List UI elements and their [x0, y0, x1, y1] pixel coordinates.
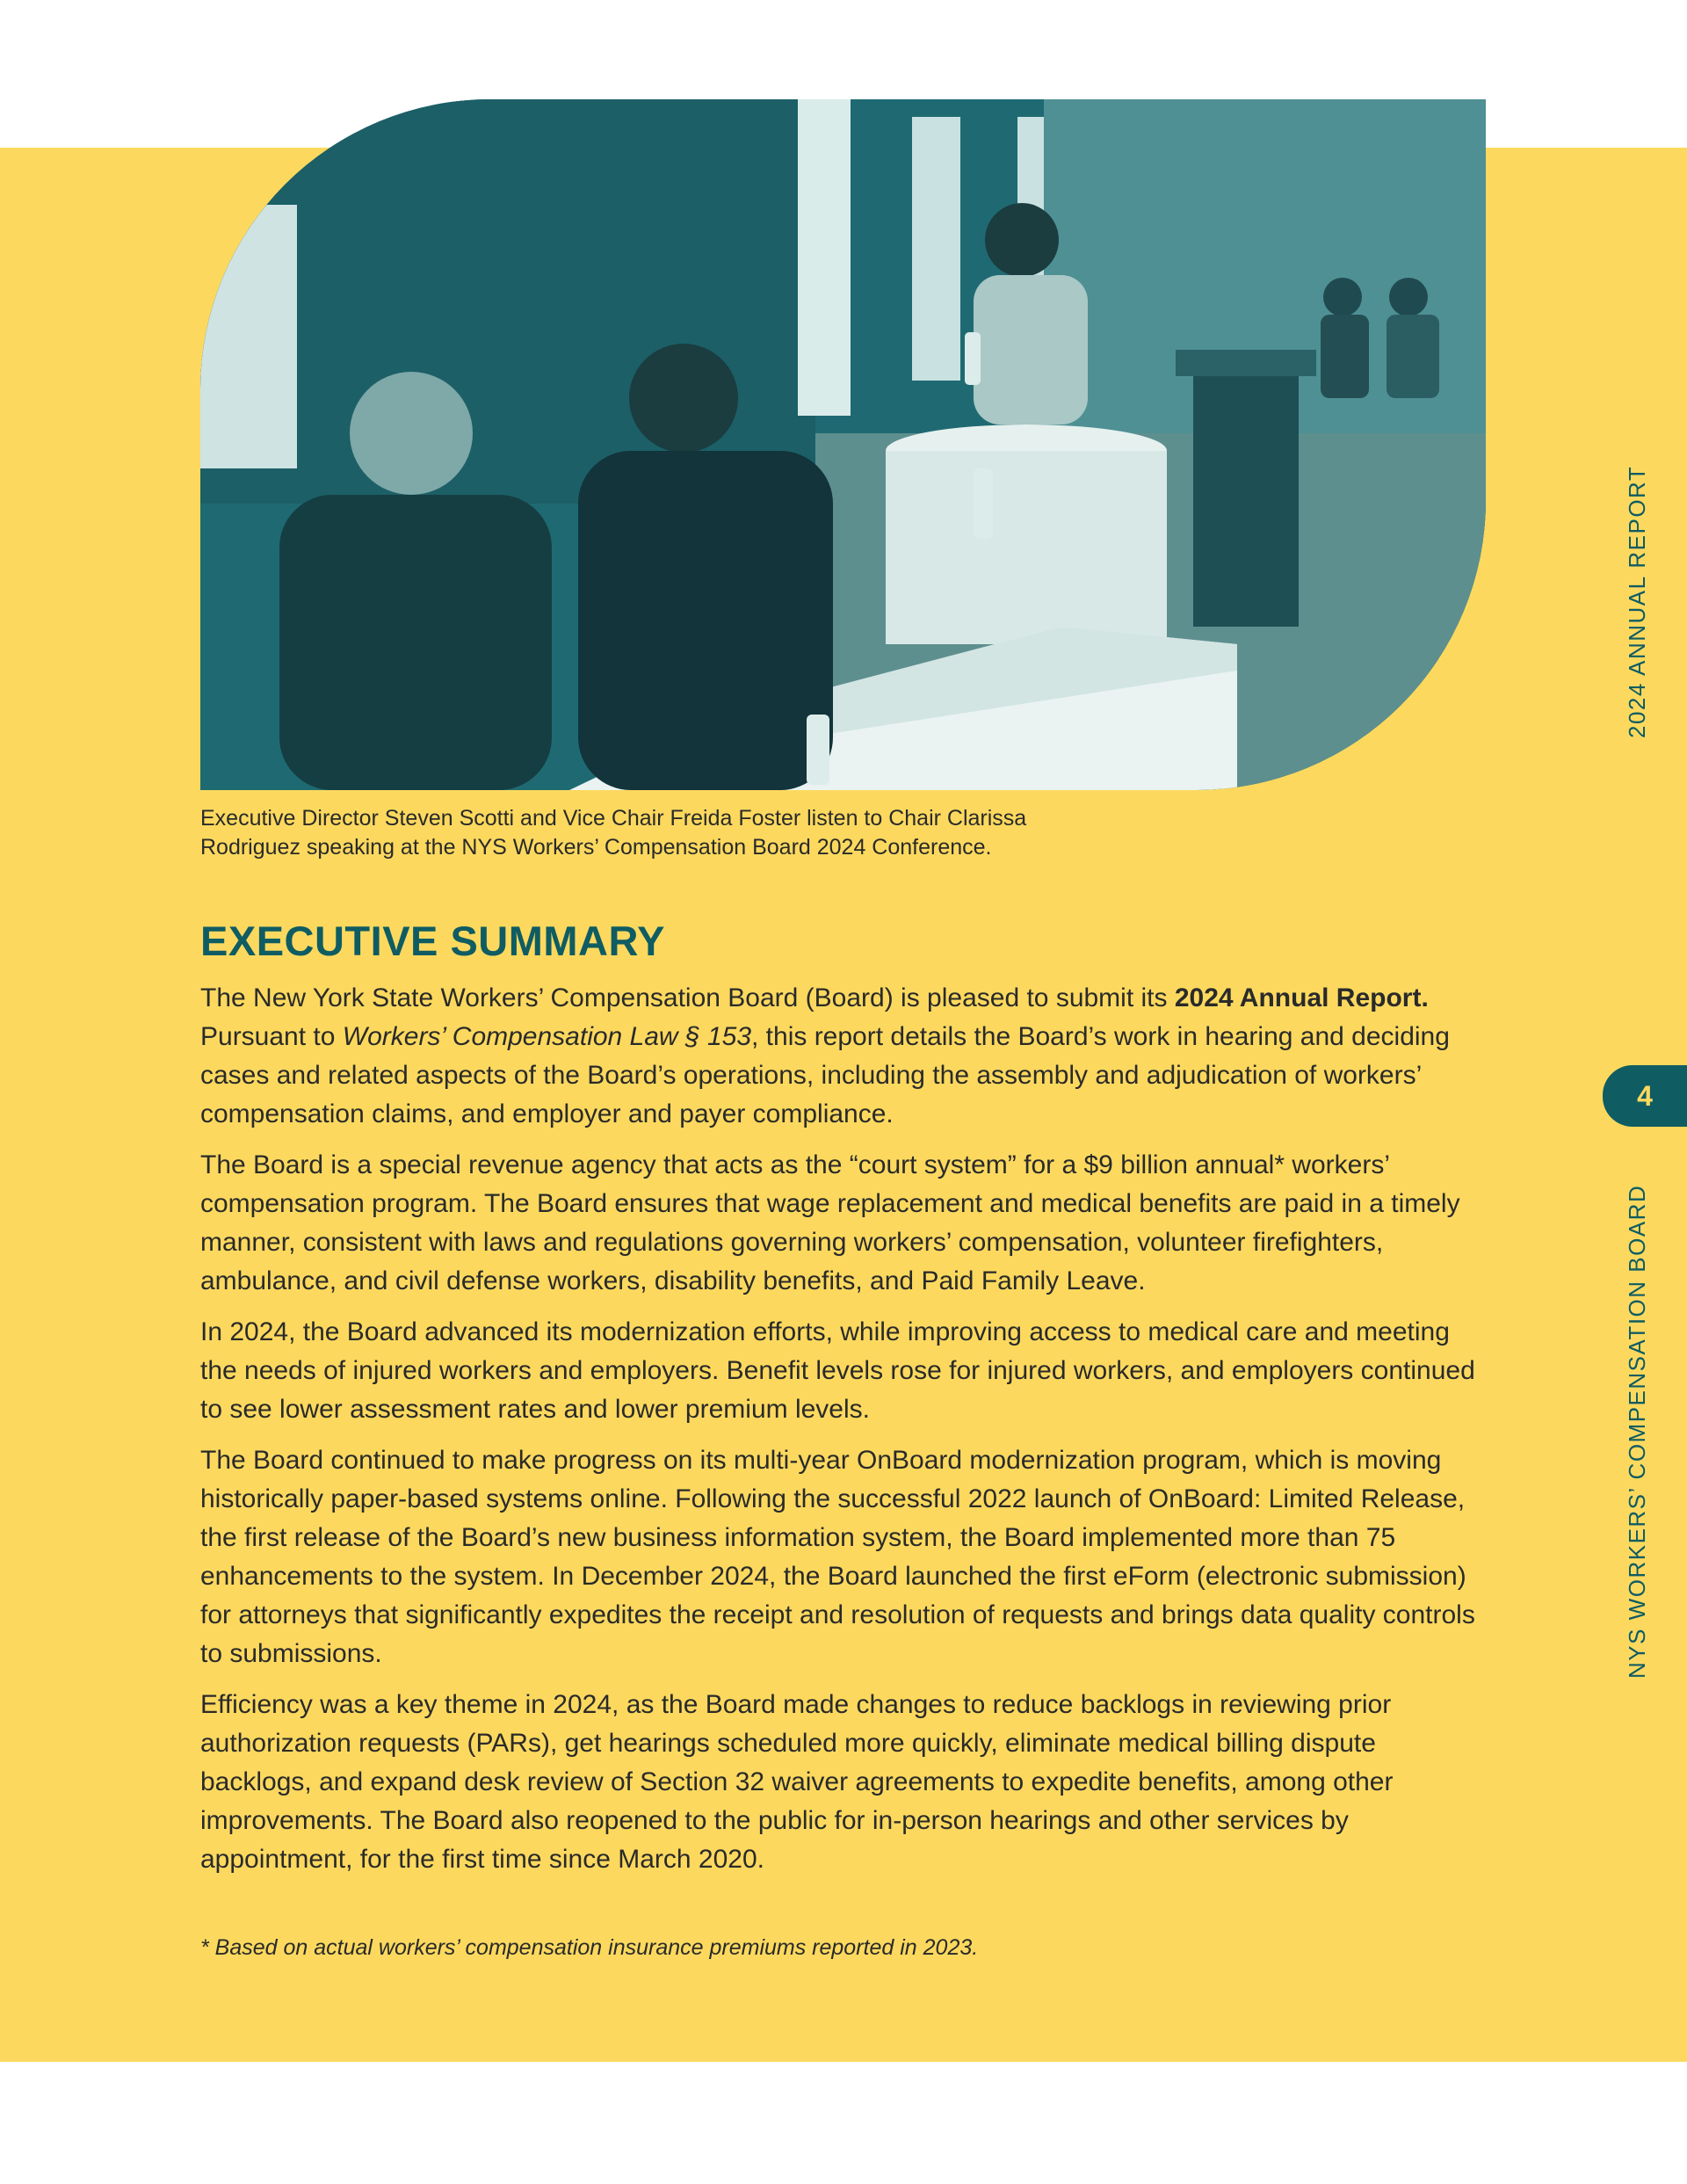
- paragraph-4: The Board continued to make progress on its multi-year OnBoard modernization program, which is moving historically paper-based systems online. Following the successful 2022 launch of OnBoard: Limited Release, the first release of the Board’s new business information system, the Board implemented more than 75 enhancements to the system. In December 2024, the Board launched the first eForm (electronic submission) for attorneys that significantly expedites the receipt and resolution of requests and brings data quality controls to submissions.: [200, 1446, 1475, 1668]
- paragraph-2: The Board is a special revenue agency that acts as the “court system” for a $9 billion annual* workers’ compensation program. The Board ensures that wage replacement and medical benefits are paid in a timely manner, consistent with laws and regulations governing workers’ compensation, volunteer firefighters, ambulance, and civil defense workers, disability benefits, and Paid Family Leave.: [200, 1150, 1460, 1295]
- photo-caption-line-2: Rodriguez speaking at the NYS Workers’ Compensation Board 2024 Conference.: [200, 835, 992, 860]
- conference-photo: [200, 99, 1486, 790]
- footnote: * Based on actual workers’ compensation insurance premiums reported in 2023.: [200, 1935, 979, 1960]
- photo-caption: [200, 804, 1255, 862]
- conference-photo-illustration: [200, 99, 1486, 790]
- paragraph-3: In 2024, the Board advanced its modernization efforts, while improving access to medical care and meeting the needs of injured workers and employers. Benefit levels rose for injured workers, and employers continued to see lower assessment rates and lower premium levels.: [200, 1317, 1475, 1424]
- paragraph-1-part-b: Pursuant to: [200, 1022, 343, 1051]
- photo-caption-line-1: Executive Director Steven Scotti and Vice Chair Freida Foster listen to Chair Clarissa: [200, 806, 1027, 831]
- paragraph-1-part-c: , this report details the Board’s work in hearing and deciding cases and related aspects of the Board’s operations, including the assembly and adjudication of workers’ compensation claims, and employer and payer compliance.: [200, 1022, 1450, 1128]
- sidebar-board-label: NYS WORKERS’ COMPENSATION BOARD: [1624, 1184, 1650, 1679]
- sidebar-report-label: 2024 ANNUAL REPORT: [1624, 465, 1650, 738]
- page-number-tab: 4: [1603, 1065, 1687, 1127]
- law-citation-italic-text: Workers’ Compensation Law § 153: [342, 1022, 751, 1051]
- paragraph-1-part-a: The New York State Workers’ Compensation Board (Board) is pleased to submit its: [200, 983, 1175, 1012]
- paragraph-1: [200, 979, 1483, 1134]
- annual-report-bold-text: 2024 Annual Report.: [1174, 983, 1429, 1012]
- executive-summary-body: [200, 979, 1483, 1891]
- section-title: EXECUTIVE SUMMARY: [200, 918, 666, 964]
- paragraph-5: Efficiency was a key theme in 2024, as the Board made changes to reduce backlogs in reviewing prior authorization requests (PARs), get hearings scheduled more quickly, eliminate medical billing dispute backlogs, and expand desk review of Section 32 waiver agreements to expedite benefits, among other improvements. The Board also reopened to the public for in-person hearings and other services by appointment, for the first time since March 2020.: [200, 1690, 1394, 1874]
